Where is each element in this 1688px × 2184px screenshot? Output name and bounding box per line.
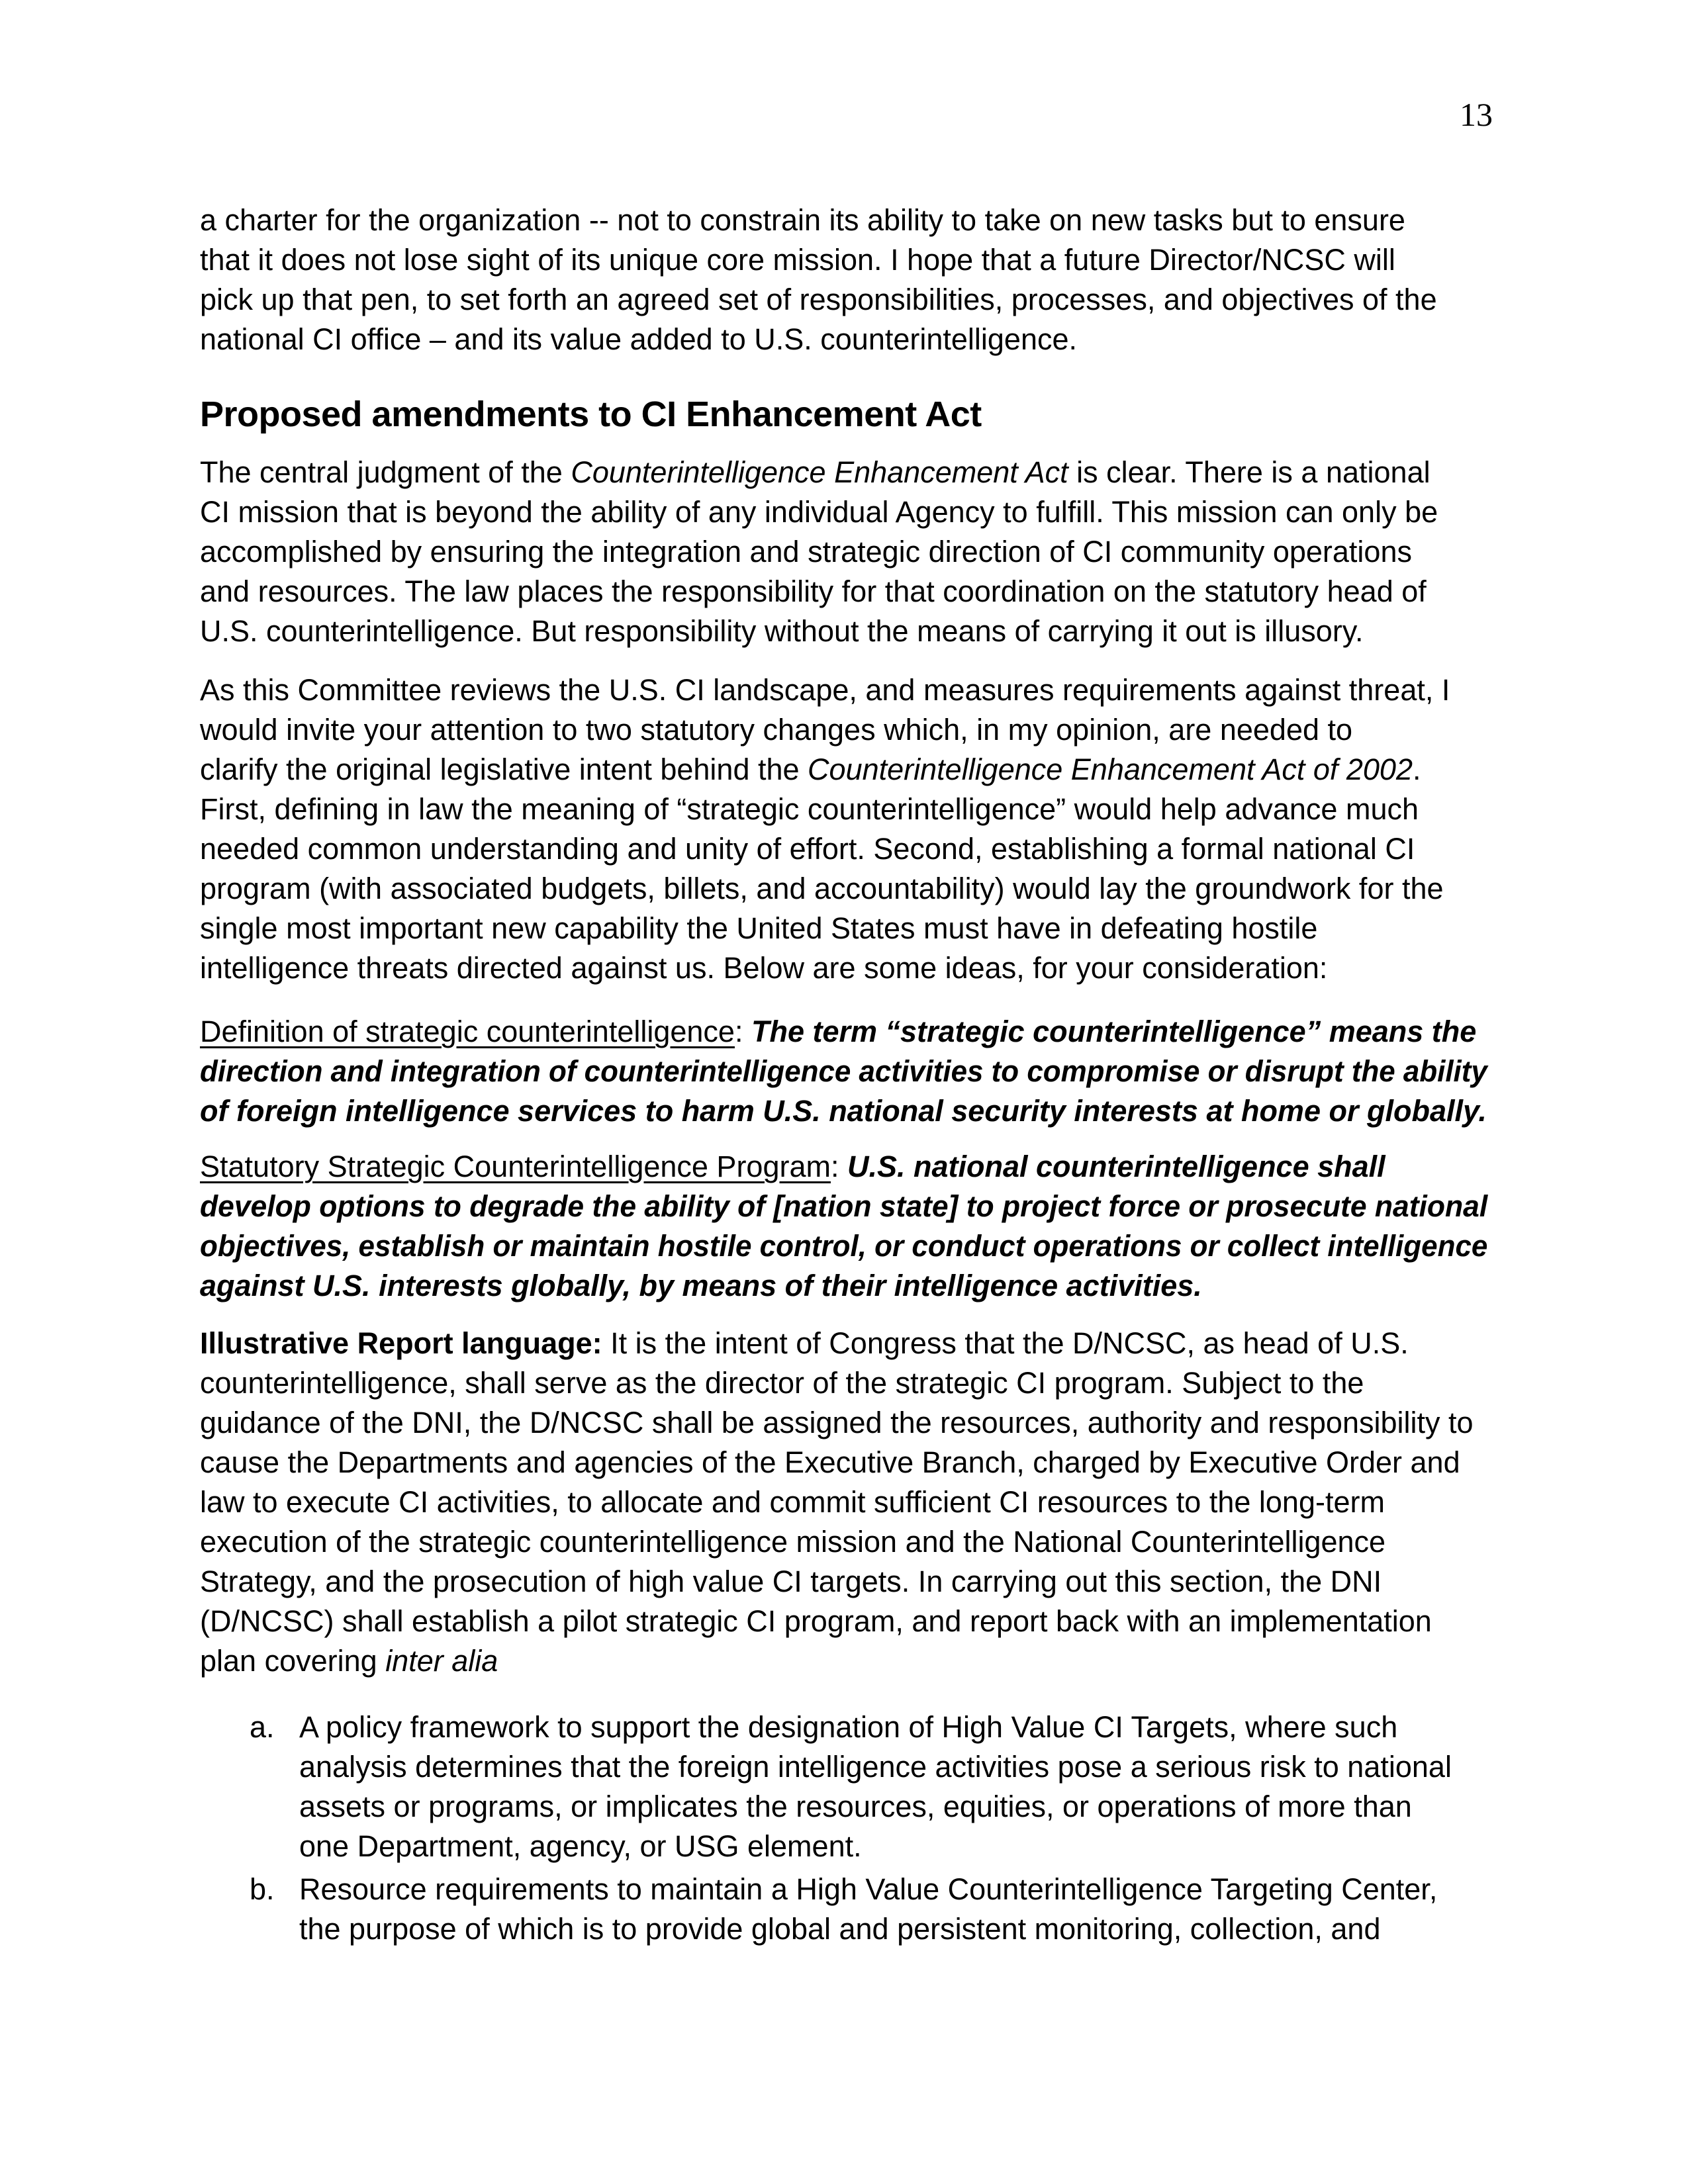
text-run: cause the Departments and agencies of the Executive Branch, charged by Executive Order and <box>200 1445 1460 1479</box>
text-line <box>200 1482 1487 1522</box>
text-line <box>200 201 1487 240</box>
text-line <box>200 1187 1488 1226</box>
text-run: national CI office – and its value added to U.S. counterintelligence. <box>200 322 1078 356</box>
text-run: intelligence threats directed against us. Below are some ideas, for your consideration: <box>200 951 1328 985</box>
text-line <box>299 1787 1487 1827</box>
text-line <box>200 869 1487 909</box>
text-line <box>200 1266 1487 1306</box>
paragraph-statutory-program <box>200 1147 1487 1306</box>
text-run: assets or programs, or implicates the resources, equities, or operations of more than <box>299 1790 1412 1823</box>
text-line <box>299 1707 1487 1747</box>
text-line <box>299 1827 1487 1866</box>
paragraph-charter-continuation <box>200 201 1487 359</box>
list-item-a <box>250 1707 1487 1866</box>
page-number: 13 <box>1460 96 1493 133</box>
text-line <box>200 572 1487 612</box>
text-run: accomplished by ensuring the integration and strategic direction of CI community operations <box>200 535 1412 569</box>
text-line <box>200 1324 1487 1363</box>
emphasized-text: direction and integration of counterintelligence activities to compromise or disrupt the ability <box>200 1054 1487 1088</box>
emphasized-text: The term “strategic counterintelligence” means the <box>751 1015 1477 1048</box>
text-run: As this Committee reviews the U.S. CI landscape, and measures requirements against threat, I <box>200 673 1450 707</box>
bold-label: Illustrative Report language: <box>200 1326 602 1360</box>
text-line <box>200 453 1487 492</box>
text-run: Resource requirements to maintain a High Value Counterintelligence Targeting Center, <box>299 1872 1438 1906</box>
text-line <box>200 750 1487 790</box>
text-line <box>200 280 1487 320</box>
text-line <box>200 492 1487 532</box>
text-run: : <box>734 1015 751 1048</box>
text-run: . <box>1412 752 1421 786</box>
text-run: CI mission that is beyond the ability of any individual Agency to fulfill. This mission can only be <box>200 495 1438 529</box>
text-run: counterintelligence, shall serve as the director of the strategic CI program. Subject to the <box>200 1366 1364 1400</box>
text-run: plan covering <box>200 1644 386 1678</box>
paragraph-illustrative-report-language <box>200 1324 1487 1681</box>
text-line <box>200 1363 1487 1403</box>
list-marker: a. <box>250 1710 275 1744</box>
paragraph-central-judgment <box>200 453 1487 651</box>
text-run: It is the intent of Congress that the D/NCSC, as head of U.S. <box>602 1326 1409 1360</box>
text-line <box>200 1522 1487 1562</box>
text-run: (D/NCSC) shall establish a pilot strategic CI program, and report back with an implementation <box>200 1604 1432 1638</box>
emphasized-text: develop options to degrade the ability of [nation state] to project force or prosecute national <box>200 1189 1488 1223</box>
text-run: needed common understanding and unity of effort. Second, establishing a formal national CI <box>200 832 1415 866</box>
paragraph-definition-strategic-ci <box>200 1012 1487 1131</box>
text-line <box>299 1870 1487 1909</box>
text-run: program (with associated budgets, billets, and accountability) would lay the groundwork for the <box>200 872 1444 905</box>
text-run: the purpose of which is to provide global and persistent monitoring, collection, and <box>299 1912 1381 1946</box>
text-line <box>200 1091 1487 1131</box>
text-line <box>200 790 1487 829</box>
text-run: and resources. The law places the responsibility for that coordination on the statutory head of <box>200 574 1427 608</box>
text-run: The central judgment of the <box>200 455 571 489</box>
list-item-b <box>250 1870 1487 1949</box>
italic-text: inter alia <box>385 1644 498 1678</box>
text-line <box>299 1909 1487 1949</box>
text-run: U.S. counterintelligence. But responsibility without the means of carrying it out is illusory. <box>200 614 1364 648</box>
text-run: execution of the strategic counterintelligence mission and the National Counterintelligence <box>200 1525 1386 1559</box>
text-run: : <box>830 1150 847 1183</box>
text-line <box>200 1641 1487 1681</box>
text-run: would invite your attention to two statutory changes which, in my opinion, are needed to <box>200 713 1353 747</box>
emphasized-text: U.S. national counterintelligence shall <box>847 1150 1385 1183</box>
text-run: is clear. There is a national <box>1068 455 1430 489</box>
text-line <box>299 1747 1487 1787</box>
underlined-label: Definition of strategic counterintelligence <box>200 1015 735 1048</box>
text-run: that it does not lose sight of its unique core mission. I hope that a future Director/NCSC will <box>200 243 1395 277</box>
text-line <box>200 612 1487 651</box>
text-line <box>200 1226 1488 1266</box>
underlined-label: Statutory Strategic Counterintelligence Program <box>200 1150 831 1183</box>
paragraph-committee-review <box>200 670 1487 988</box>
text-line <box>200 1602 1487 1641</box>
text-line <box>200 710 1487 750</box>
text-run: single most important new capability the United States must have in defeating hostile <box>200 911 1318 945</box>
text-run: First, defining in law the meaning of “strategic counterintelligence” would help advance much <box>200 792 1419 826</box>
text-line <box>200 1443 1487 1482</box>
text-run: guidance of the DNI, the D/NCSC shall be assigned the resources, authority and responsibility to <box>200 1406 1474 1439</box>
text-line <box>200 1403 1487 1443</box>
italic-text: Counterintelligence Enhancement Act of 2002 <box>808 752 1413 786</box>
text-line <box>200 670 1487 710</box>
text-line <box>200 240 1487 280</box>
text-line <box>200 320 1487 359</box>
text-run: Strategy, and the prosecution of high value CI targets. In carrying out this section, the DNI <box>200 1565 1382 1598</box>
section-heading: Proposed amendments to CI Enhancement Act <box>200 394 982 434</box>
text-line <box>200 829 1487 869</box>
text-line <box>200 1147 1487 1187</box>
text-line <box>200 909 1487 948</box>
text-run: pick up that pen, to set forth an agreed set of responsibilities, processes, and objectives of the <box>200 283 1437 316</box>
emphasized-text: against U.S. interests globally, by means of their intelligence activities. <box>200 1269 1202 1302</box>
text-run: a charter for the organization -- not to constrain its ability to take on new tasks but to ensure <box>200 203 1405 237</box>
text-line <box>200 1052 1487 1091</box>
list-marker: b. <box>250 1872 275 1906</box>
italic-text: Counterintelligence Enhancement Act <box>571 455 1068 489</box>
text-run: clarify the original legislative intent behind the <box>200 752 808 786</box>
text-run: analysis determines that the foreign intelligence activities pose a serious risk to national <box>299 1750 1452 1784</box>
text-line <box>200 532 1487 572</box>
text-line <box>200 1562 1487 1602</box>
text-line <box>200 948 1487 988</box>
emphasized-text: of foreign intelligence services to harm U.S. national security interests at home or globally. <box>200 1094 1487 1128</box>
text-run: law to execute CI activities, to allocate and commit sufficient CI resources to the long-term <box>200 1485 1385 1519</box>
emphasized-text: objectives, establish or maintain hostile control, or conduct operations or collect intelligence <box>200 1229 1488 1263</box>
text-line <box>200 1012 1487 1052</box>
text-run: A policy framework to support the designation of High Value CI Targets, where such <box>299 1710 1398 1744</box>
text-run: one Department, agency, or USG element. <box>299 1829 862 1863</box>
